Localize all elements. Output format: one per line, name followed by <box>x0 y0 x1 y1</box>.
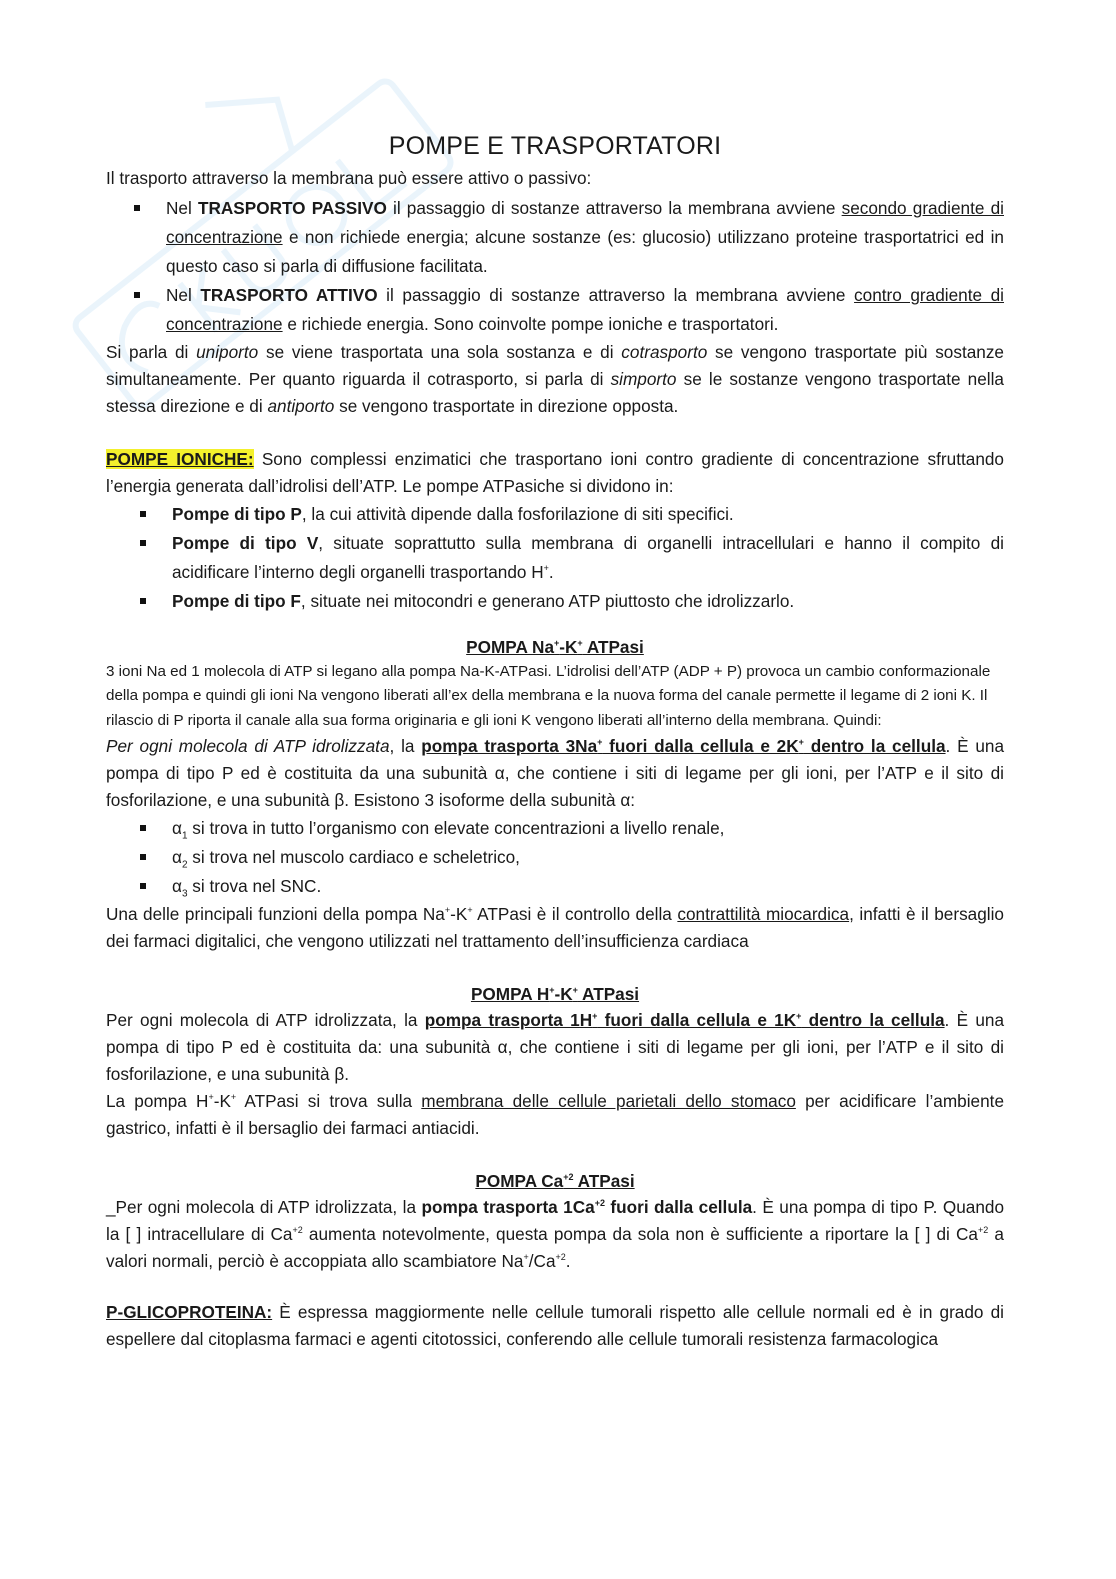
active-transport-item: Nel TRASPORTO ATTIVO il passaggio di sostanze attraverso la membrana avviene contro gradiente di concentrazione e richiede energia. Sono coinvolte pompe ioniche e trasportatori. <box>106 281 1004 339</box>
isoform-item: $\alpha_1$ si trova in tutto l’organismo con elevate concentrazioni a livello renale, <box>106 814 1004 843</box>
pump-types-list <box>106 500 1004 616</box>
document-page <box>106 132 1004 1353</box>
passive-transport-item: Nel TRASPORTO PASSIVO il passaggio di sostanze attraverso la membrana avviene secondo gradiente di concentrazione e non richiede energia; alcune sostanze (es: glucosio) utilizzano proteine trasportatrici ed in questo caso si parla di diffusione facilitata. <box>106 194 1004 281</box>
ca-pump-title: POMPA $Ca^{+2}$ ATPasi <box>475 1170 635 1191</box>
nak-pump-title: POMPA Na+-K+ ATPasi <box>466 637 644 657</box>
active-gradient-underline: contro gradiente di concentrazione <box>166 285 1004 334</box>
passive-gradient-underline: secondo gradiente di concentrazione <box>166 198 1004 247</box>
page-title: POMPE E TRASPORTATORI <box>388 132 722 160</box>
ion-pumps-label: POMPE IONICHE: <box>106 449 254 469</box>
intro-text: Il trasporto attraverso la membrana può essere attivo o passivo: <box>106 168 592 188</box>
nak-paragraph-2: Una delle principali funzioni della pompa Na+-K+ ATPasi è il controllo della contrattilità miocardica, infatti è il bersaglio dei farmaci digitalici, che vengono utilizzati nel trattamento dell’insufficienza cardiaca <box>106 903 1004 951</box>
pump-type-p: Pompe di tipo P, la cui attività dipende dalla fosforilazione di siti specifici. <box>106 500 1004 529</box>
ion-pumps-paragraph: POMPE IONICHE: Sono complessi enzimatici che trasportano ioni contro gradiente di concentrazione sfruttando l’energia generata dall’idrolisi dell’ATP. Le pompe ATPasiche si dividono in: <box>106 449 1004 496</box>
uniport-paragraph: Si parla di uniporto se viene trasportata una sola sostanza e di cotrasporto se vengono trasportate più sostanze simultaneamente. Per quanto riguarda il cotrasporto, si parla di simporto se le sostanze vengono trasportate nella stessa direzione e di antiporto se vengono trasportate in direzione opposta. <box>106 342 1004 416</box>
nak-paragraph-1: Per ogni molecola di ATP idrolizzata, la pompa trasporta 3Na+ fuori dalla cellula e 2K+ dentro la cellula. È una pompa di tipo P ed è costituita da una subunità α, che contiene i siti di legame per gli ioni, per l’ATP e il sito di fosforilazione, e una subunità β. Esistono 3 isoforme della subunità α: <box>106 735 1005 810</box>
nak-mechanism-text: 3 ioni Na ed 1 molecola di ATP si legano alla pompa Na-K-ATPasi. L’idrolisi dell’ATP (ADP + P) provoca un cambio conformazionale della pompa e quindi gli ioni Na vengono liberati all’ex della membrana e la nuova forma del canale permette il legame di 2 ioni K. Il rilascio di P riporta il canale alla sua forma originaria e gli ioni K vengono liberati all’interno della membrana. Quindi: <box>106 663 991 729</box>
hk-pump-title: POMPA H+-K+ ATPasi <box>470 983 640 1004</box>
hk-paragraph-1: Per ogni molecola di ATP idrolizzata, la pompa trasporta 1H+ fuori dalla cellula e 1K+ dentro la cellula. È una pompa di tipo P ed è costituita da: una subunità α, che contiene i siti di legame per gli ioni, per l’ATP e il sito di fosforilazione, e una subunità β. <box>106 1009 1005 1084</box>
ca-paragraph: _Per ogni molecola di ATP idrolizzata, la pompa trasporta $1Ca^{+2}$ fuori dalla cellula. È una pompa di tipo P. Quando la [ ] intracellulare di $Ca^{+2}$ aumenta notevolmente, questa pompa da sola non è sufficiente a riportare la [ ] di $Ca^{+2}$ a valori normali, perciò è accoppiata allo scambiatore $Na^+/Ca^{+2}$. <box>106 1196 1004 1271</box>
isoform-item: $\alpha_3$ si trova nel SNC. <box>106 872 1004 901</box>
pgp-label: P-GLICOPROTEINA: <box>106 1301 273 1322</box>
alpha-isoforms-list <box>106 814 1004 901</box>
isoform-item: $\alpha_2$ si trova nel muscolo cardiaco e scheletrico, <box>106 843 1004 872</box>
hk-paragraph-2: La pompa H+-K+ ATPasi si trova sulla membrana delle cellule parietali dello stomaco per acidificare l’ambiente gastrico, infatti è il bersaglio dei farmaci antiacidi. <box>106 1090 1004 1138</box>
transport-list <box>106 194 1004 339</box>
pump-type-f: Pompe di tipo F, situate nei mitocondri e generano ATP piuttosto che idrolizzarlo. <box>106 587 1004 616</box>
pgp-paragraph: P-GLICOPROTEINA: È espressa maggiormente nelle cellule tumorali rispetto alle cellule normali ed è in grado di espellere dal citoplasma farmaci e agenti citotossici, conferendo alle cellule tumorali resistenza farmacologica <box>106 1301 1004 1349</box>
pump-type-v: Pompe di tipo V, situate soprattutto sulla membrana di organelli intracellulari e hanno il compito di acidificare l’interno degli organelli trasportando H+. <box>106 529 1004 587</box>
